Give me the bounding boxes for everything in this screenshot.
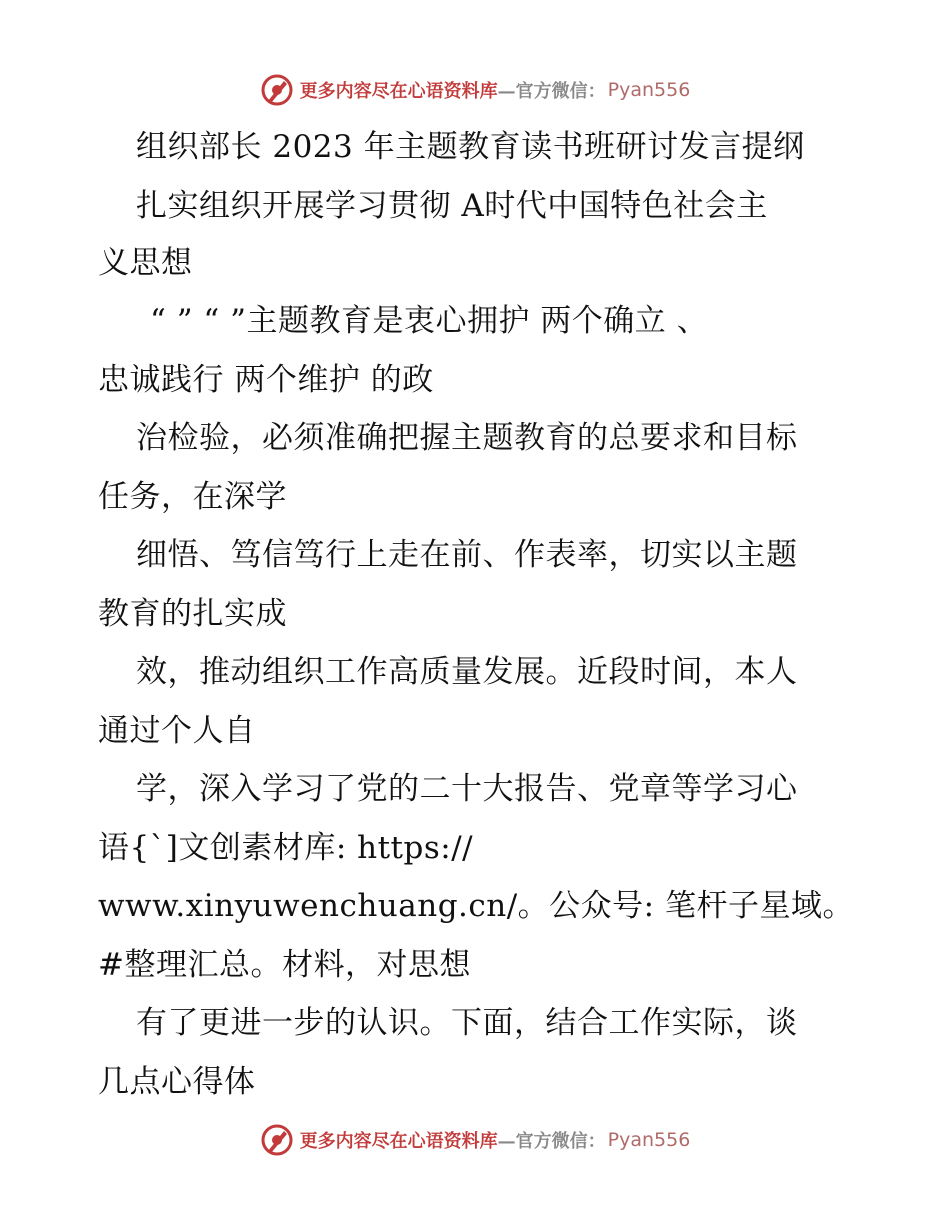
text-line: 义思想 xyxy=(98,245,193,281)
footer-banner xyxy=(0,1120,950,1160)
text-line: 细悟、笃信笃行上走在前、作表率，切实以主题 xyxy=(136,537,798,573)
text-line: #整理汇总。材料，对思想 xyxy=(98,947,471,983)
pen-logo-icon xyxy=(260,73,294,107)
pen-logo-icon xyxy=(260,1123,294,1157)
text-line: www.xinyuwenchuang.cn/。公众号: 笔杆子星域。 xyxy=(98,888,854,924)
text-line: “ ” “ ”主题教育是衷心拥护 两个确立 、 xyxy=(150,303,709,339)
brand-separator: —官方微信： xyxy=(497,81,606,102)
text-line: 治检验，必须准确把握主题教育的总要求和目标 xyxy=(136,420,798,456)
wechat-id: Pyan556 xyxy=(607,79,691,101)
text-line: 几点心得体 xyxy=(98,1064,256,1100)
header-banner xyxy=(0,70,950,110)
brand-text: 更多内容尽在心语资料库 xyxy=(299,81,498,102)
text-line: 有了更进一步的认识。下面，结合工作实际，谈 xyxy=(136,1005,798,1041)
text-line: 扎实组织开展学习贯彻 A时代中国特色社会主 xyxy=(136,188,768,224)
text-line: 学，深入学习了党的二十大报告、党章等学习心 xyxy=(136,771,798,807)
text-line: 通过个人自 xyxy=(98,713,256,749)
text-line: 语{`]文创素材库: https:// xyxy=(98,830,474,866)
text-line: 任务，在深学 xyxy=(98,479,287,515)
text-line: 忠诚践行 两个维护 的政 xyxy=(98,362,434,398)
document-title: 组织部长 2023 年主题教育读书班研讨发言提纲 xyxy=(136,129,805,165)
text-line: 效，推动组织工作高质量发展。近段时间，本人 xyxy=(136,654,798,690)
brand-separator: —官方微信： xyxy=(497,1131,606,1152)
text-line: 教育的扎实成 xyxy=(98,596,287,632)
wechat-id: Pyan556 xyxy=(607,1129,691,1151)
brand-text: 更多内容尽在心语资料库 xyxy=(299,1131,498,1152)
